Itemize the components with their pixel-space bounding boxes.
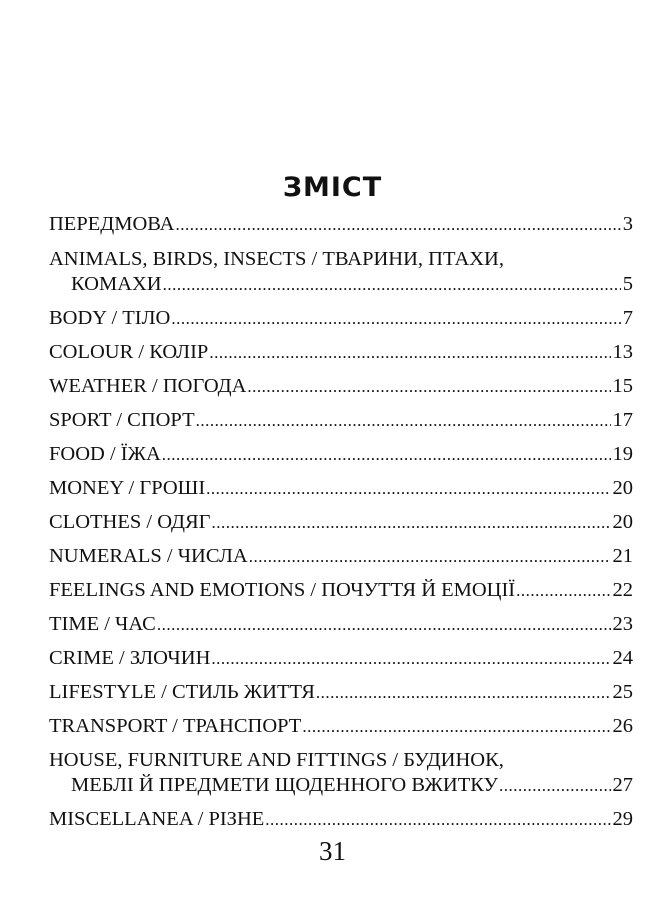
toc-entry-label-continued: КОМАХИ bbox=[71, 273, 162, 295]
dot-leader bbox=[206, 476, 610, 501]
toc-entry-page: 26 bbox=[612, 715, 633, 737]
page-number: 31 bbox=[319, 836, 346, 866]
toc-entry-label: LIFESTYLE / СТИЛЬ ЖИТТЯ bbox=[49, 681, 315, 703]
toc-entry-page: 20 bbox=[612, 477, 633, 499]
dot-leader bbox=[247, 374, 610, 399]
toc-entry-page: 21 bbox=[612, 545, 633, 567]
toc-entry-label: MONEY / ГРОШІ bbox=[49, 477, 206, 499]
toc-entry-label: TIME / ЧАС bbox=[49, 613, 156, 635]
toc-entry-label: CRIME / ЗЛОЧИН bbox=[49, 647, 211, 669]
dot-leader bbox=[316, 680, 611, 705]
toc-entry-label: NUMERALS / ЧИСЛА bbox=[49, 545, 248, 567]
toc-entry bbox=[49, 247, 633, 297]
toc-entry bbox=[49, 578, 633, 603]
toc-entry-label: BODY / ТІЛО bbox=[49, 307, 171, 329]
dot-leader bbox=[162, 442, 611, 467]
toc-entry bbox=[49, 510, 633, 535]
page-title: ЗМІСТ bbox=[282, 172, 383, 203]
dot-leader bbox=[212, 510, 611, 535]
toc-entry-label: ANIMALS, BIRDS, INSECTS / ТВАРИНИ, ПТАХИ, bbox=[49, 248, 504, 270]
toc-entry-page: 17 bbox=[612, 409, 633, 431]
toc-entry bbox=[49, 544, 633, 569]
toc-entry-label: FEELINGS AND EMOTIONS / ПОЧУТТЯ Й ЕМОЦІЇ bbox=[49, 579, 516, 601]
table-of-contents bbox=[49, 212, 633, 832]
toc-entry bbox=[49, 340, 633, 365]
toc-entry-page: 24 bbox=[612, 647, 633, 669]
toc-entry bbox=[49, 612, 633, 637]
dot-leader bbox=[175, 212, 620, 237]
toc-entry-page: 13 bbox=[612, 341, 633, 363]
dot-leader bbox=[211, 646, 610, 671]
toc-entry bbox=[49, 408, 633, 433]
toc-entry-page: 7 bbox=[622, 307, 633, 329]
toc-entry bbox=[49, 748, 633, 798]
dot-leader bbox=[209, 340, 610, 365]
toc-entry-page: 27 bbox=[612, 774, 633, 796]
toc-entry bbox=[49, 374, 633, 399]
toc-entry-label: FOOD / ЇЖА bbox=[49, 443, 161, 465]
toc-entry-label: CLOTHES / ОДЯГ bbox=[49, 511, 211, 533]
toc-entry-label: HOUSE, FURNITURE AND FITTINGS / БУДИНОК, bbox=[49, 749, 504, 771]
dot-leader bbox=[265, 807, 610, 832]
toc-entry bbox=[49, 646, 633, 671]
toc-entry-page: 19 bbox=[612, 443, 633, 465]
toc-entry bbox=[49, 807, 633, 832]
toc-entry-label: ПЕРЕДМОВА bbox=[49, 213, 175, 235]
dot-leader bbox=[171, 306, 620, 331]
dot-leader bbox=[302, 714, 610, 739]
dot-leader bbox=[157, 612, 611, 637]
toc-entry-label: COLOUR / КОЛІР bbox=[49, 341, 209, 363]
toc-entry bbox=[49, 476, 633, 501]
dot-leader bbox=[516, 578, 610, 603]
toc-entry bbox=[49, 212, 633, 237]
toc-entry-label: MISCELLANEA / РІЗНЕ bbox=[49, 808, 265, 830]
toc-entry-page: 15 bbox=[612, 375, 633, 397]
dot-leader bbox=[196, 408, 611, 433]
toc-entry bbox=[49, 714, 633, 739]
toc-entry-label: TRANSPORT / ТРАНСПОРТ bbox=[49, 715, 302, 737]
toc-entry-label: WEATHER / ПОГОДА bbox=[49, 375, 247, 397]
toc-entry-page: 20 bbox=[612, 511, 633, 533]
toc-entry bbox=[49, 306, 633, 331]
dot-leader bbox=[163, 272, 621, 297]
toc-entry-page: 3 bbox=[622, 213, 633, 235]
toc-entry-page: 23 bbox=[612, 613, 633, 635]
toc-entry bbox=[49, 442, 633, 467]
toc-entry-page: 29 bbox=[612, 808, 633, 830]
toc-entry-label-continued: МЕБЛІ Й ПРЕДМЕТИ ЩОДЕННОГО ВЖИТКУ bbox=[71, 774, 498, 796]
toc-entry bbox=[49, 680, 633, 705]
toc-entry-page: 5 bbox=[622, 273, 633, 295]
toc-entry-label: SPORT / СПОРТ bbox=[49, 409, 195, 431]
dot-leader bbox=[499, 773, 611, 798]
toc-entry-page: 25 bbox=[612, 681, 633, 703]
toc-entry-page: 22 bbox=[612, 579, 633, 601]
dot-leader bbox=[249, 544, 611, 569]
